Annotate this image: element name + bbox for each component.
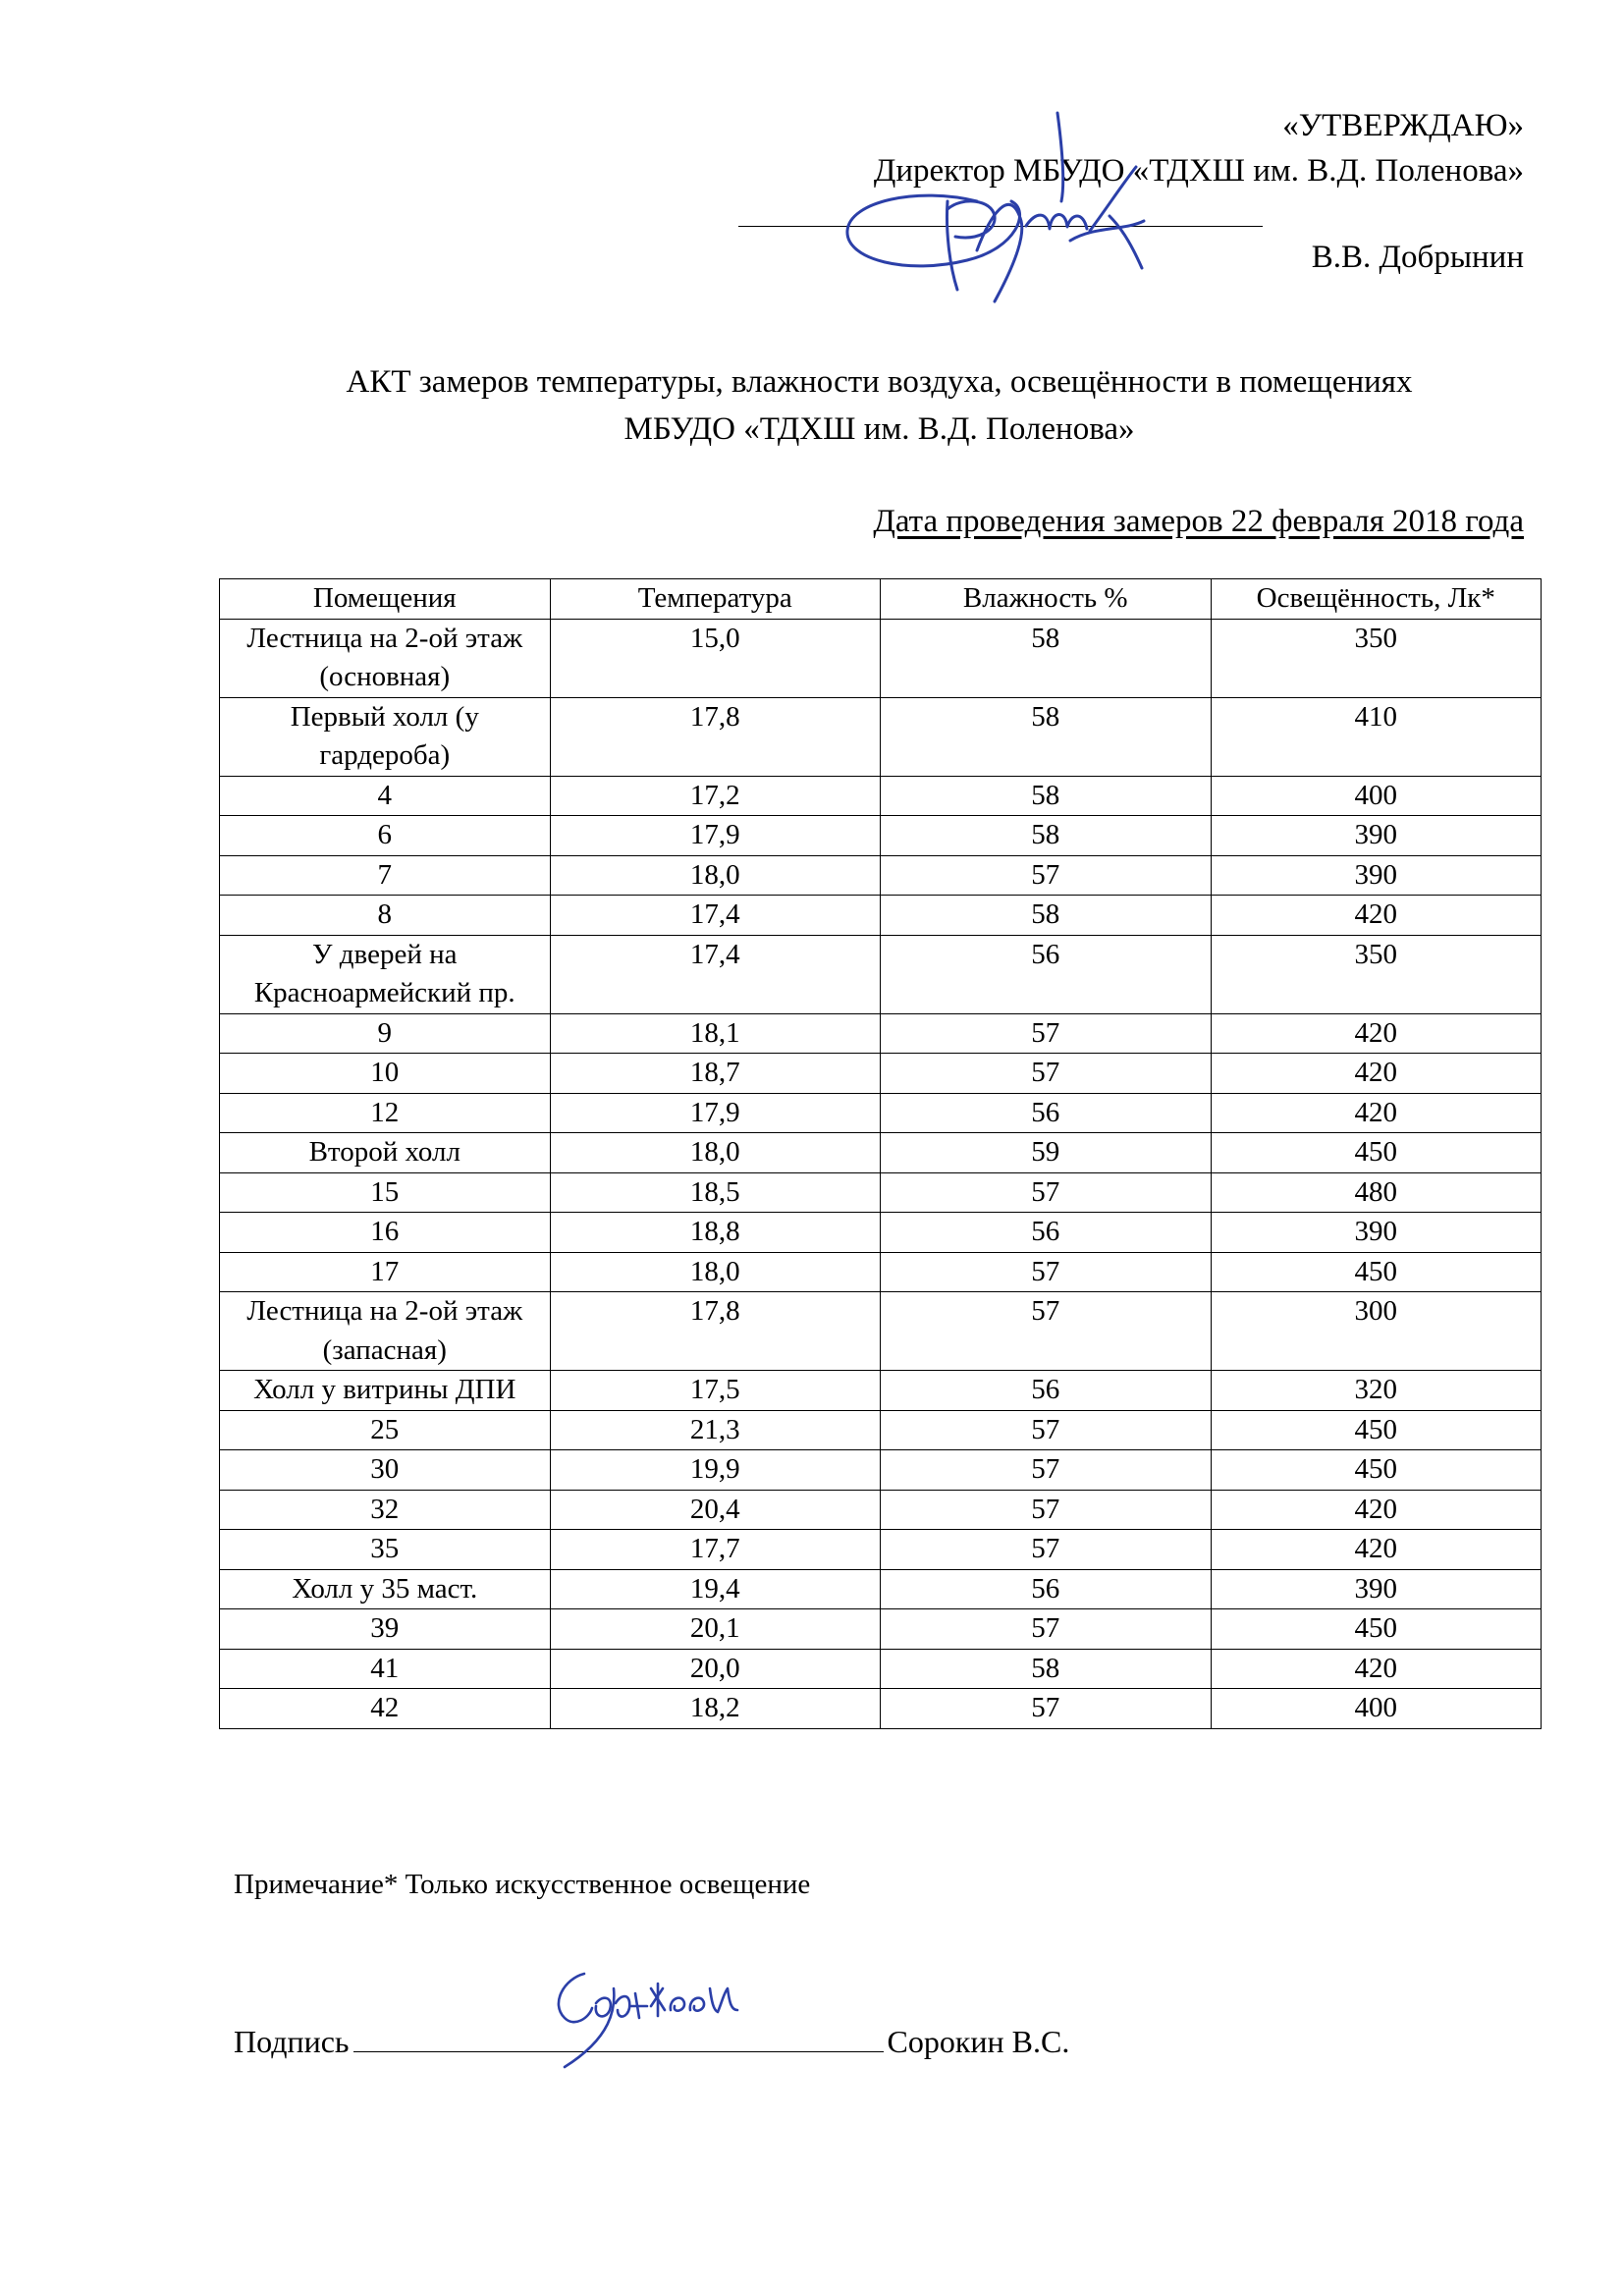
cell-room: У дверей на Красноармейский пр.	[220, 935, 551, 1013]
cell-humidity: 57	[881, 855, 1212, 896]
cell-temperature: 20,0	[550, 1649, 881, 1689]
cell-room: 12	[220, 1093, 551, 1133]
table-row	[220, 1450, 1542, 1491]
cell-room: 9	[220, 1013, 551, 1054]
cell-temperature: 19,9	[550, 1450, 881, 1491]
cell-illuminance: 420	[1211, 1530, 1542, 1570]
cell-temperature: 17,8	[550, 1292, 881, 1371]
cell-temperature: 18,0	[550, 855, 881, 896]
title-line-2: МБУДО «ТДХШ им. В.Д. Поленова»	[623, 411, 1135, 447]
cell-temperature: 17,4	[550, 896, 881, 936]
measurements-table	[219, 578, 1542, 1729]
table-row	[220, 1292, 1542, 1371]
table-row	[220, 1490, 1542, 1530]
title-line-1: АКТ замеров температуры, влажности воздуха, освещённости в помещениях	[346, 364, 1413, 400]
cell-temperature: 21,3	[550, 1410, 881, 1450]
approval-director-role: Директор МБУДО «ТДХШ им. В.Д. Поленова»	[873, 153, 1524, 189]
table-row	[220, 1530, 1542, 1570]
table-row	[220, 619, 1542, 697]
cell-humidity: 56	[881, 1093, 1212, 1133]
cell-humidity: 57	[881, 1172, 1212, 1213]
table-row	[220, 816, 1542, 856]
table-row	[220, 1689, 1542, 1729]
measurement-date: Дата проведения замеров 22 февраля 2018 года	[873, 504, 1524, 539]
table-row	[220, 855, 1542, 896]
cell-illuminance: 420	[1211, 1013, 1542, 1054]
cell-humidity: 58	[881, 619, 1212, 697]
cell-room: 7	[220, 855, 551, 896]
table-row	[220, 1410, 1542, 1450]
cell-humidity: 56	[881, 935, 1212, 1013]
cell-room: 6	[220, 816, 551, 856]
cell-room: 10	[220, 1054, 551, 1094]
cell-humidity: 57	[881, 1013, 1212, 1054]
cell-room: 41	[220, 1649, 551, 1689]
header-room: Помещения	[220, 579, 551, 620]
table-row	[220, 1609, 1542, 1650]
cell-illuminance: 420	[1211, 1490, 1542, 1530]
cell-illuminance: 420	[1211, 896, 1542, 936]
cell-room: Холл у 35 маст.	[220, 1569, 551, 1609]
cell-illuminance: 450	[1211, 1450, 1542, 1491]
cell-humidity: 56	[881, 1213, 1212, 1253]
cell-temperature: 17,7	[550, 1530, 881, 1570]
table-row	[220, 1649, 1542, 1689]
cell-illuminance: 300	[1211, 1292, 1542, 1371]
cell-temperature: 17,8	[550, 697, 881, 776]
cell-humidity: 58	[881, 1649, 1212, 1689]
header-illuminance: Освещённость, Лк*	[1211, 579, 1542, 620]
cell-illuminance: 450	[1211, 1609, 1542, 1650]
cell-temperature: 20,1	[550, 1609, 881, 1650]
cell-illuminance: 350	[1211, 935, 1542, 1013]
cell-temperature: 17,4	[550, 935, 881, 1013]
cell-illuminance: 350	[1211, 619, 1542, 697]
cell-humidity: 57	[881, 1252, 1212, 1292]
cell-humidity: 58	[881, 776, 1212, 816]
signature-label: Подпись	[234, 2024, 350, 2059]
approval-heading: «УТВЕРЖДАЮ»	[1282, 108, 1524, 143]
cell-temperature: 17,9	[550, 1093, 881, 1133]
cell-temperature: 18,8	[550, 1213, 881, 1253]
cell-illuminance: 450	[1211, 1252, 1542, 1292]
cell-illuminance: 400	[1211, 776, 1542, 816]
cell-humidity: 57	[881, 1054, 1212, 1094]
cell-room: 8	[220, 896, 551, 936]
cell-humidity: 58	[881, 896, 1212, 936]
table-header-row	[220, 579, 1542, 620]
cell-illuminance: 480	[1211, 1172, 1542, 1213]
cell-room: 30	[220, 1450, 551, 1491]
cell-temperature: 17,9	[550, 816, 881, 856]
cell-illuminance: 390	[1211, 1569, 1542, 1609]
cell-illuminance: 390	[1211, 855, 1542, 896]
cell-room: Первый холл (у гардероба)	[220, 697, 551, 776]
cell-room: 39	[220, 1609, 551, 1650]
cell-temperature: 19,4	[550, 1569, 881, 1609]
cell-humidity: 59	[881, 1133, 1212, 1173]
table-row	[220, 935, 1542, 1013]
header-humidity: Влажность %	[881, 579, 1212, 620]
cell-room: Лестница на 2-ой этаж (запасная)	[220, 1292, 551, 1371]
cell-room: 17	[220, 1252, 551, 1292]
cell-room: Лестница на 2-ой этаж (основная)	[220, 619, 551, 697]
director-signature	[830, 93, 1193, 314]
cell-temperature: 17,2	[550, 776, 881, 816]
table-row	[220, 1252, 1542, 1292]
table-row	[220, 1213, 1542, 1253]
table-row	[220, 1172, 1542, 1213]
cell-humidity: 57	[881, 1410, 1212, 1450]
cell-illuminance: 450	[1211, 1133, 1542, 1173]
cell-room: 15	[220, 1172, 551, 1213]
cell-temperature: 15,0	[550, 619, 881, 697]
cell-illuminance: 390	[1211, 1213, 1542, 1253]
cell-humidity: 56	[881, 1569, 1212, 1609]
cell-humidity: 57	[881, 1609, 1212, 1650]
cell-room: 32	[220, 1490, 551, 1530]
table-row	[220, 1013, 1542, 1054]
table-row	[220, 1133, 1542, 1173]
cell-room: Холл у витрины ДПИ	[220, 1371, 551, 1411]
cell-illuminance: 410	[1211, 697, 1542, 776]
approval-director-name: В.В. Добрынин	[1311, 240, 1524, 275]
cell-humidity: 57	[881, 1292, 1212, 1371]
header-temperature: Температура	[550, 579, 881, 620]
cell-temperature: 18,1	[550, 1013, 881, 1054]
cell-humidity: 58	[881, 816, 1212, 856]
cell-illuminance: 450	[1211, 1410, 1542, 1450]
cell-room: 42	[220, 1689, 551, 1729]
table-row	[220, 1569, 1542, 1609]
sorokin-signature	[545, 1949, 781, 2077]
signer-name: Сорокин В.С.	[887, 2024, 1070, 2059]
cell-humidity: 57	[881, 1689, 1212, 1729]
cell-illuminance: 420	[1211, 1093, 1542, 1133]
cell-humidity: 57	[881, 1450, 1212, 1491]
table-row	[220, 896, 1542, 936]
cell-illuminance: 390	[1211, 816, 1542, 856]
cell-room: 16	[220, 1213, 551, 1253]
cell-illuminance: 420	[1211, 1054, 1542, 1094]
cell-humidity: 56	[881, 1371, 1212, 1411]
table-row	[220, 1054, 1542, 1094]
cell-temperature: 17,5	[550, 1371, 881, 1411]
cell-temperature: 18,7	[550, 1054, 881, 1094]
cell-temperature: 20,4	[550, 1490, 881, 1530]
table-row	[220, 1371, 1542, 1411]
footnote: Примечание* Только искусственное освещение	[234, 1869, 811, 1900]
cell-room: 4	[220, 776, 551, 816]
cell-room: 25	[220, 1410, 551, 1450]
cell-humidity: 58	[881, 697, 1212, 776]
cell-temperature: 18,5	[550, 1172, 881, 1213]
cell-temperature: 18,0	[550, 1252, 881, 1292]
cell-room: Второй холл	[220, 1133, 551, 1173]
cell-temperature: 18,2	[550, 1689, 881, 1729]
cell-illuminance: 320	[1211, 1371, 1542, 1411]
cell-room: 35	[220, 1530, 551, 1570]
cell-humidity: 57	[881, 1490, 1212, 1530]
cell-illuminance: 400	[1211, 1689, 1542, 1729]
table-row	[220, 1093, 1542, 1133]
table-row	[220, 697, 1542, 776]
cell-illuminance: 420	[1211, 1649, 1542, 1689]
table-row	[220, 776, 1542, 816]
table-body	[220, 619, 1542, 1728]
cell-temperature: 18,0	[550, 1133, 881, 1173]
cell-humidity: 57	[881, 1530, 1212, 1570]
